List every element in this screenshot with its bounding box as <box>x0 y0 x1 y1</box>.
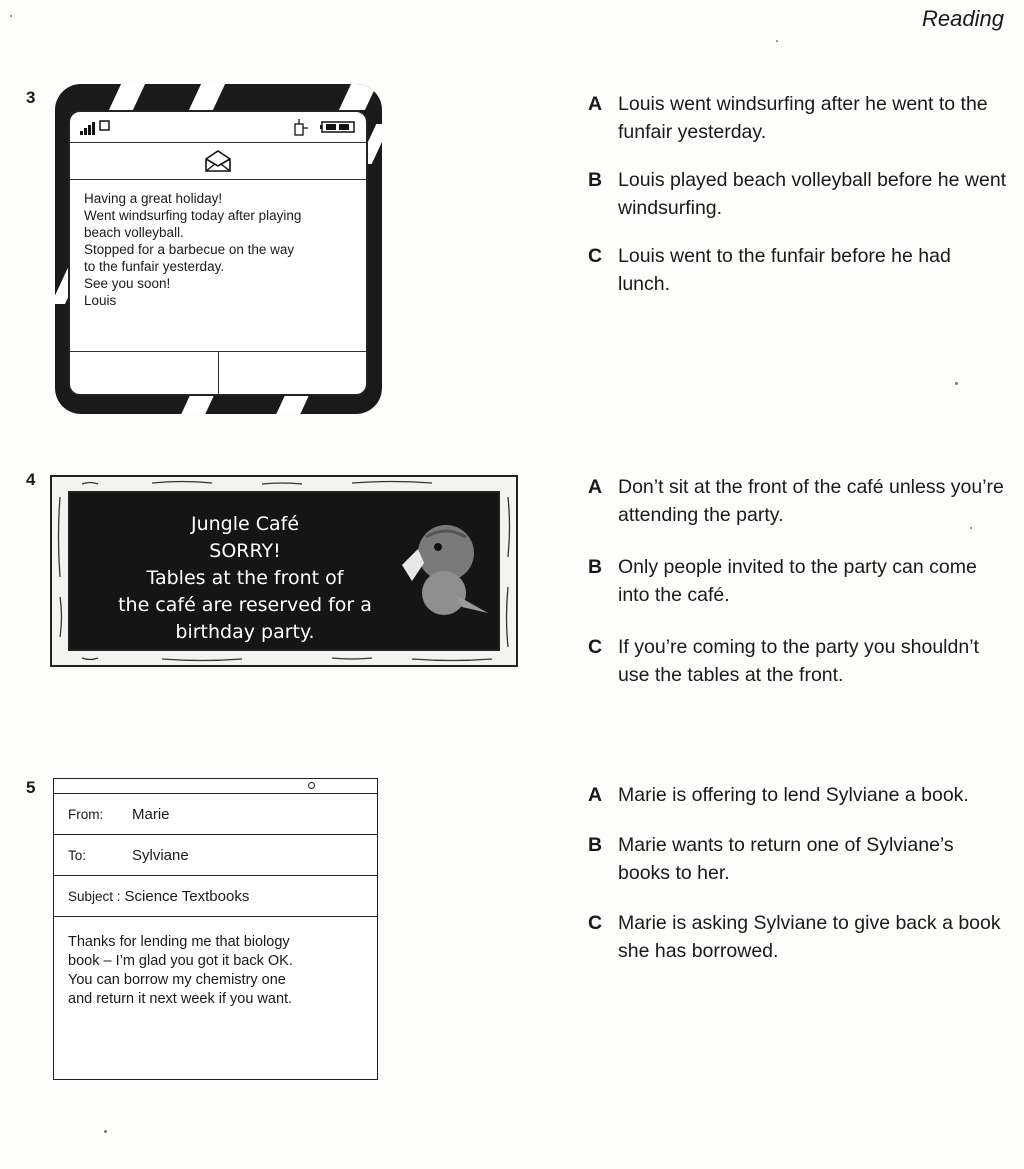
option-5b <box>588 831 1008 887</box>
sms-message <box>70 180 366 340</box>
option-text: Marie wants to return one of Sylviane’s books to her. <box>618 834 954 884</box>
signal-icon <box>80 120 120 136</box>
to-value: Sylviane <box>132 846 189 864</box>
option-text: Louis went windsurfing after he went to the funfair yesterday. <box>618 93 988 143</box>
message-status-icon <box>294 118 310 136</box>
options-q4 <box>588 473 1008 689</box>
option-5a <box>588 781 1008 809</box>
option-text: Louis played beach volleyball before he went windsurfing. <box>618 169 1007 219</box>
to-label: To: <box>68 847 87 863</box>
question-number-5: 5 <box>26 778 36 797</box>
option-letter: B <box>588 834 603 856</box>
sign-text <box>70 511 420 646</box>
email-body-line: book – I’m glad you got it back OK. <box>68 953 293 969</box>
phone-illustration <box>55 84 382 414</box>
options-q5 <box>588 781 1008 965</box>
battery-icon <box>320 121 356 133</box>
email-body <box>54 917 377 1009</box>
option-text: Only people invited to the party can come into the café. <box>618 556 977 606</box>
option-letter: A <box>588 476 603 498</box>
scan-speck <box>970 527 972 529</box>
option-text: Marie is asking Sylviane to give back a book she has borrowed. <box>618 912 1001 962</box>
email-illustration <box>53 778 378 1080</box>
sign-line: Jungle Café <box>190 513 300 535</box>
option-letter: A <box>588 784 603 806</box>
option-letter: C <box>588 636 603 658</box>
scan-speck <box>104 1130 107 1133</box>
scan-speck <box>10 15 12 17</box>
envelope-icon <box>204 149 232 173</box>
option-3c <box>588 242 1008 298</box>
sign-line: the café are reserved for a <box>118 594 372 616</box>
sms-line: beach volleyball. <box>84 225 184 240</box>
option-3a <box>588 90 1008 146</box>
email-body-line: and return it next week if you want. <box>68 991 293 1007</box>
scan-speck <box>776 40 778 42</box>
window-dot-icon <box>308 782 315 789</box>
from-value: Marie <box>132 805 170 823</box>
email-from-row <box>54 794 377 835</box>
option-text: Louis went to the funfair before he had lunch. <box>618 245 951 295</box>
question-number-3: 3 <box>26 88 36 107</box>
message-header <box>70 143 366 180</box>
option-letter: B <box>588 169 603 191</box>
sms-line: to the funfair yesterday. <box>84 259 225 274</box>
sms-line: Went windsurfing today after playing <box>84 208 302 223</box>
question-number-4: 4 <box>26 470 36 489</box>
from-label: From: <box>68 806 104 822</box>
phone-softkeys <box>70 351 366 394</box>
option-text: Don’t sit at the front of the café unless you’re attending the party. <box>618 476 1004 526</box>
sign-board <box>68 491 500 651</box>
option-letter: C <box>588 912 603 934</box>
email-subject-row <box>54 876 377 917</box>
email-body-line: Thanks for lending me that biology <box>68 934 290 950</box>
subject-label: Subject : <box>68 888 121 904</box>
option-letter: C <box>588 245 603 267</box>
phone-status-bar <box>70 112 366 143</box>
option-3b <box>588 166 1008 222</box>
sign-line: SORRY! <box>209 540 281 562</box>
sms-line: See you soon! <box>84 276 171 291</box>
scan-speck <box>955 382 958 385</box>
left-softkey <box>70 352 219 394</box>
email-body-line: You can borrow my chemistry one <box>68 972 286 988</box>
page-header: Reading <box>922 6 1004 31</box>
parrot-icon <box>396 515 496 625</box>
email-to-row <box>54 835 377 876</box>
option-text: Marie is offering to lend Sylviane a book. <box>618 784 969 806</box>
right-softkey <box>219 352 367 394</box>
option-4a <box>588 473 1008 529</box>
sms-line: Having a great holiday! <box>84 191 223 206</box>
sms-line: Louis <box>84 293 117 308</box>
option-text: If you’re coming to the party you shouldn’t use the tables at the front. <box>618 636 979 686</box>
sign-line: Tables at the front of <box>146 567 344 589</box>
phone-screen <box>68 110 368 396</box>
option-letter: A <box>588 93 603 115</box>
options-q3 <box>588 90 1008 298</box>
cafe-sign <box>50 475 518 667</box>
option-5c <box>588 909 1008 965</box>
subject-value: Science Textbooks <box>124 887 250 905</box>
option-4b <box>588 553 1008 609</box>
sign-line: birthday party. <box>175 621 315 643</box>
option-letter: B <box>588 556 603 578</box>
email-title-bar <box>54 779 377 794</box>
option-4c <box>588 633 1008 689</box>
sms-line: Stopped for a barbecue on the way <box>84 242 295 257</box>
